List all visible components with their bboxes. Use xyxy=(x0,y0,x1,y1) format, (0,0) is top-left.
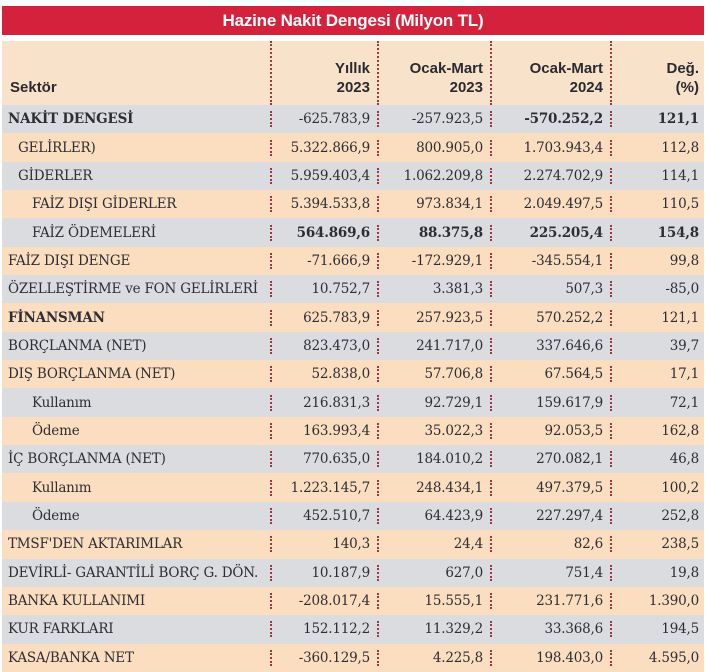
table-row xyxy=(2,644,704,672)
cell-value-jan-mar-2024: 497.379,5 xyxy=(490,480,610,496)
row-label: FAİZ DIŞI GİDERLER xyxy=(32,196,177,213)
page-title: Hazine Nakit Dengesi (Milyon TL) xyxy=(222,11,484,30)
cell-value-jan-mar-2024: -345.554,1 xyxy=(490,253,610,269)
cell-value-jan-mar-2023: 1.062.209,8 xyxy=(377,168,490,184)
cell-value-change-pct: 252,8 xyxy=(610,508,704,524)
row-label: KASA/BANKA NET xyxy=(8,649,134,666)
row-label: BORÇLANMA (NET) xyxy=(8,337,147,354)
cell-value-jan-mar-2023: 257.923,5 xyxy=(377,310,490,326)
cell-value-annual-2023: -208.017,4 xyxy=(270,593,377,609)
column-header-line2: 2024 xyxy=(569,79,603,96)
cell-value-jan-mar-2024: 337.646,6 xyxy=(490,338,610,354)
cell-value-annual-2023: 5.394.533,8 xyxy=(270,196,377,212)
column-header-line2: 2023 xyxy=(449,79,483,96)
cell-value-change-pct: 39,7 xyxy=(610,338,704,354)
row-label: FİNANSMAN xyxy=(8,309,105,326)
cell-value-annual-2023: 140,3 xyxy=(270,536,377,552)
table-row xyxy=(2,445,704,473)
cell-value-jan-mar-2023: 800.905,0 xyxy=(377,140,490,156)
cell-value-jan-mar-2024: 33.368,6 xyxy=(490,621,610,637)
cell-value-jan-mar-2023: 57.706,8 xyxy=(377,366,490,382)
cell-value-annual-2023: 452.510,7 xyxy=(270,508,377,524)
cell-value-change-pct: 4.595,0 xyxy=(610,650,704,666)
cell-value-change-pct: 194,5 xyxy=(610,621,704,637)
cell-value-change-pct: 121,1 xyxy=(610,310,704,326)
cell-value-annual-2023: 5.322.866,9 xyxy=(270,140,377,156)
row-label: Ödeme xyxy=(32,507,80,524)
cell-value-annual-2023: 564.869,6 xyxy=(270,225,377,241)
cell-value-annual-2023: 5.959.403,4 xyxy=(270,168,377,184)
cell-value-jan-mar-2024: 751,4 xyxy=(490,565,610,581)
row-label: ÖZELLEŞTİRME ve FON GELİRLERİ xyxy=(8,281,258,298)
cell-value-annual-2023: 152.112,2 xyxy=(270,621,377,637)
table-row xyxy=(2,530,704,558)
table-row xyxy=(2,417,704,445)
row-label: FAİZ ÖDEMELERİ xyxy=(32,224,156,241)
cell-value-jan-mar-2024: 159.617,9 xyxy=(490,395,610,411)
column-header-change-pct xyxy=(610,41,704,105)
cell-value-jan-mar-2024: 225.205,4 xyxy=(490,225,610,241)
table-row xyxy=(2,303,704,331)
row-label: FAİZ DIŞI DENGE xyxy=(8,252,131,269)
cell-value-jan-mar-2023: 35.022,3 xyxy=(377,423,490,439)
cell-value-jan-mar-2024: 82,6 xyxy=(490,536,610,552)
cell-value-jan-mar-2023: 24,4 xyxy=(377,536,490,552)
cell-value-jan-mar-2023: 3.381,3 xyxy=(377,281,490,297)
cell-value-annual-2023: 163.993,4 xyxy=(270,423,377,439)
cell-value-jan-mar-2024: 67.564,5 xyxy=(490,366,610,382)
cell-value-jan-mar-2024: 1.703.943,4 xyxy=(490,140,610,156)
cell-value-jan-mar-2023: -172.929,1 xyxy=(377,253,490,269)
cell-value-change-pct: 154,8 xyxy=(610,225,704,241)
cell-value-annual-2023: 10.187,9 xyxy=(270,565,377,581)
cell-value-jan-mar-2023: 184.010,2 xyxy=(377,451,490,467)
column-header-line1: Değ. xyxy=(666,60,699,77)
row-label: KUR FARKLARI xyxy=(8,621,114,638)
table-row xyxy=(2,162,704,190)
column-header-sector-label: Sektör xyxy=(10,79,57,96)
cell-value-jan-mar-2024: 198.403,0 xyxy=(490,650,610,666)
row-label: Ödeme xyxy=(32,422,80,439)
cell-value-change-pct: 46,8 xyxy=(610,451,704,467)
cell-value-jan-mar-2024: 270.082,1 xyxy=(490,451,610,467)
cell-value-change-pct: -85,0 xyxy=(610,281,704,297)
cell-value-jan-mar-2024: 2.274.702,9 xyxy=(490,168,610,184)
cell-value-annual-2023: -360.129,5 xyxy=(270,650,377,666)
row-label: GİDERLER xyxy=(18,167,93,184)
row-label: BANKA KULLANIMI xyxy=(8,593,146,610)
table-row xyxy=(2,218,704,246)
cell-value-annual-2023: 52.838,0 xyxy=(270,366,377,382)
cell-value-annual-2023: 823.473,0 xyxy=(270,338,377,354)
cell-value-change-pct: 112,8 xyxy=(610,140,704,156)
cell-value-jan-mar-2024: 2.049.497,5 xyxy=(490,196,610,212)
column-header-line1: Ocak-Mart xyxy=(529,60,603,77)
cell-value-annual-2023: 770.635,0 xyxy=(270,451,377,467)
cell-value-jan-mar-2024: 231.771,6 xyxy=(490,593,610,609)
table-row xyxy=(2,388,704,416)
cell-value-jan-mar-2023: 4.225,8 xyxy=(377,650,490,666)
cell-value-change-pct: 99,8 xyxy=(610,253,704,269)
row-label: NAKİT DENGESİ xyxy=(8,111,134,128)
cell-value-change-pct: 72,1 xyxy=(610,395,704,411)
table-row xyxy=(2,247,704,275)
cell-value-jan-mar-2023: 627,0 xyxy=(377,565,490,581)
column-header-sector xyxy=(2,41,270,105)
column-header-line2: (%) xyxy=(675,79,699,96)
column-header-line1: Yıllık xyxy=(334,60,370,77)
cell-value-jan-mar-2023: 241.717,0 xyxy=(377,338,490,354)
cell-value-jan-mar-2024: -570.252,2 xyxy=(490,111,610,127)
column-header-jan-mar-2024 xyxy=(490,41,610,105)
row-label: Kullanım xyxy=(32,394,92,411)
cell-value-jan-mar-2023: 15.555,1 xyxy=(377,593,490,609)
column-header-line1: Ocak-Mart xyxy=(409,60,483,77)
cell-value-change-pct: 110,5 xyxy=(610,196,704,212)
row-label: DEVİRLİ- GARANTİLİ BORÇ G. DÖN. xyxy=(8,564,259,581)
column-header-annual-2023 xyxy=(270,41,377,105)
cell-value-change-pct: 121,1 xyxy=(610,111,704,127)
table-row xyxy=(2,615,704,643)
table-row xyxy=(2,473,704,501)
cell-value-annual-2023: 10.752,7 xyxy=(270,281,377,297)
cell-value-annual-2023: -71.666,9 xyxy=(270,253,377,269)
row-label: İÇ BORÇLANMA (NET) xyxy=(8,451,166,468)
table-row xyxy=(2,559,704,587)
table-header-row xyxy=(2,41,704,105)
column-header-line2: 2023 xyxy=(336,79,370,96)
cell-value-change-pct: 1.390,0 xyxy=(610,593,704,609)
cell-value-jan-mar-2024: 570.252,2 xyxy=(490,310,610,326)
cell-value-annual-2023: 216.831,3 xyxy=(270,395,377,411)
table-row xyxy=(2,275,704,303)
table-row xyxy=(2,502,704,530)
table-row xyxy=(2,190,704,218)
cell-value-change-pct: 114,1 xyxy=(610,168,704,184)
table-row xyxy=(2,360,704,388)
row-label: DIŞ BORÇLANMA (NET) xyxy=(8,366,176,383)
row-label: Kullanım xyxy=(32,479,92,496)
column-header-jan-mar-2023 xyxy=(377,41,490,105)
cell-value-change-pct: 162,8 xyxy=(610,423,704,439)
table-row xyxy=(2,105,704,133)
cell-value-jan-mar-2023: 64.423,9 xyxy=(377,508,490,524)
row-label: TMSF'DEN AKTARIMLAR xyxy=(8,536,183,553)
cell-value-change-pct: 17,1 xyxy=(610,366,704,382)
table-row xyxy=(2,587,704,615)
row-label: GELİRLER) xyxy=(18,139,96,156)
cell-value-annual-2023: -625.783,9 xyxy=(270,111,377,127)
cell-value-jan-mar-2023: 88.375,8 xyxy=(377,225,490,241)
cell-value-jan-mar-2023: 248.434,1 xyxy=(377,480,490,496)
cell-value-change-pct: 238,5 xyxy=(610,536,704,552)
table-row xyxy=(2,332,704,360)
cell-value-jan-mar-2023: -257.923,5 xyxy=(377,111,490,127)
cell-value-jan-mar-2023: 11.329,2 xyxy=(377,621,490,637)
table-body xyxy=(2,105,704,672)
cell-value-change-pct: 19,8 xyxy=(610,565,704,581)
title-bar xyxy=(2,6,704,35)
cell-value-annual-2023: 1.223.145,7 xyxy=(270,480,377,496)
cell-value-annual-2023: 625.783,9 xyxy=(270,310,377,326)
cell-value-jan-mar-2023: 92.729,1 xyxy=(377,395,490,411)
cell-value-jan-mar-2024: 227.297,4 xyxy=(490,508,610,524)
cell-value-jan-mar-2024: 92.053,5 xyxy=(490,423,610,439)
table-row xyxy=(2,133,704,161)
cell-value-jan-mar-2024: 507,3 xyxy=(490,281,610,297)
cell-value-change-pct: 100,2 xyxy=(610,480,704,496)
cell-value-jan-mar-2023: 973.834,1 xyxy=(377,196,490,212)
